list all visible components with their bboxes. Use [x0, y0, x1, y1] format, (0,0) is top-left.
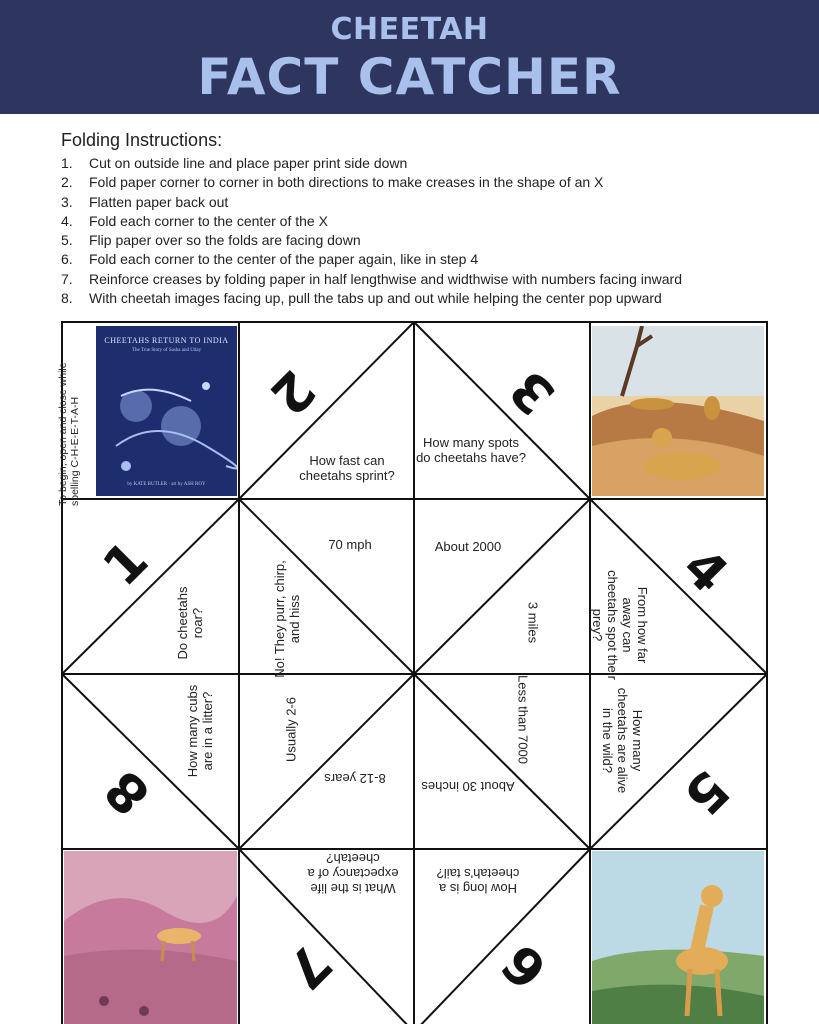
answer-spots: About 2000: [434, 539, 502, 554]
number-4: 4: [670, 536, 740, 606]
cheetah-image-savanna: [592, 326, 764, 496]
header-subtitle: CHEETAH: [330, 12, 489, 47]
number-7: 7: [273, 931, 343, 1001]
cheetah-resting-icon: [592, 326, 764, 496]
cheetah-standing-icon: [592, 851, 764, 1024]
question-wild-population: How many cheetahs are alive in the wild?: [600, 687, 645, 794]
side-note: To begin, open and close while spelling C-H-E-E-T-A-H: [57, 362, 81, 506]
instructions-heading: Folding Instructions:: [61, 130, 223, 150]
answer-prey-distance: 3 miles: [525, 601, 541, 644]
question-sprint: How fast can cheetahs sprint?: [299, 453, 395, 483]
instruction-step: 5. Flip paper over so the folds are facing down: [61, 232, 361, 249]
book-authors: by KATE BUTLER · art by ASH ROY: [127, 482, 206, 487]
number-2: 2: [257, 357, 327, 427]
answer-litter-size: Usually 2-6: [283, 696, 299, 763]
instruction-step: 7. Reinforce creases by folding paper in half lengthwise and widthwise with numbers facing inward: [61, 270, 682, 287]
instruction-step: 1. Cut on outside line and place paper print side down: [61, 155, 408, 171]
question-tail-length: How long is a cheetah's tail?: [436, 866, 520, 896]
question-life-expectancy: What is the life expectancy of a cheetah?: [307, 851, 399, 896]
answer-wild-population: Less than 7000: [515, 675, 531, 764]
question-roar: Do cheetahs roar?: [175, 586, 205, 660]
instruction-step: 2. Fold paper corner to corner in both directions to make creases in the shape of an X: [61, 174, 604, 191]
instruction-step: 3. Flatten paper back out: [61, 193, 229, 210]
answer-roar: No! They purr, chirp, and hiss: [272, 560, 302, 678]
cheetah-image-standing: [592, 851, 764, 1024]
number-5: 5: [671, 757, 741, 827]
cheetah-walking-icon: [64, 851, 237, 1024]
number-1: 1: [91, 529, 161, 599]
cheetah-image-sunset: [64, 851, 237, 1024]
question-prey-distance: From how far away can cheetahs spot their prey?: [590, 570, 650, 680]
number-8: 8: [93, 757, 163, 827]
answer-sprint: 70 mph: [328, 537, 372, 552]
number-3: 3: [498, 357, 568, 427]
answer-life-expectancy: 8-12 years: [324, 771, 386, 786]
book-subtitle: The True Story of Sasha and Uday: [131, 348, 202, 353]
instruction-step: 4. Fold each corner to the center of the X: [61, 212, 328, 229]
instruction-step: 8. With cheetah images facing up, pull the tabs up and out while helping the center pop upward: [61, 290, 662, 307]
header-title: FACT CATCHER: [197, 48, 622, 106]
number-6: 6: [490, 931, 560, 1001]
question-litter-size: How many cubs are in a litter?: [185, 684, 215, 778]
book-title: CHEETAHS RETURN TO INDIA: [104, 336, 229, 345]
instruction-step: 6. Fold each corner to the center of the paper again, like in step 4: [61, 251, 479, 268]
book-cover-image: [96, 326, 237, 496]
question-spots: How many spots do cheetahs have?: [416, 435, 526, 465]
answer-tail-length: About 30 inches: [421, 779, 515, 794]
